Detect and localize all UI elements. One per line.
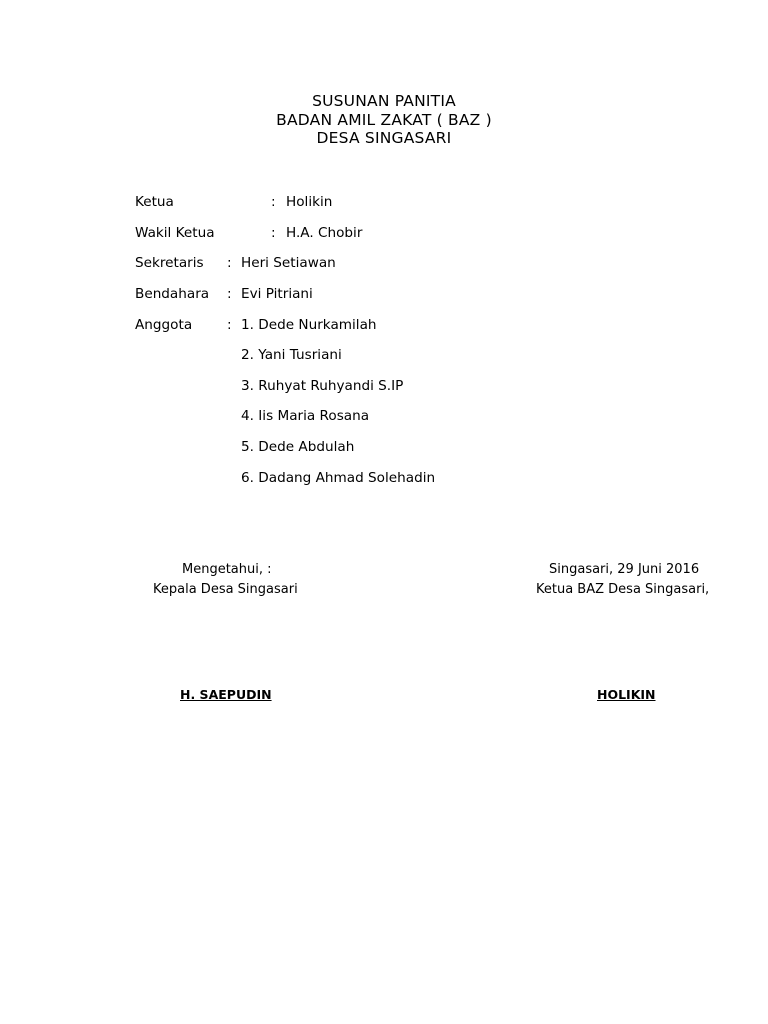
ketua-name: Holikin — [286, 194, 333, 210]
left-sign-acknowledge: Mengetahui, : — [182, 562, 272, 577]
sekretaris-separator: : — [227, 255, 232, 271]
right-sign-position: Ketua BAZ Desa Singasari, — [536, 582, 710, 597]
bendahara-name: Evi Pitriani — [241, 286, 313, 302]
ketua-separator: : — [271, 194, 276, 210]
wakil-ketua-label: Wakil Ketua — [135, 225, 215, 241]
title-line-1: SUSUNAN PANITIA — [312, 92, 456, 110]
right-sign-name: HOLIKIN — [597, 687, 656, 702]
right-sign-date: Singasari, 29 Juni 2016 — [549, 562, 700, 577]
anggota-member: 3. Ruhyat Ruhyandi S.IP — [241, 378, 404, 394]
anggota-member: 6. Dadang Ahmad Solehadin — [241, 470, 436, 486]
anggota-member: 1. Dede Nurkamilah — [241, 317, 377, 333]
ketua-label: Ketua — [135, 194, 174, 210]
sekretaris-name: Heri Setiawan — [241, 255, 336, 271]
anggota-member: 4. Iis Maria Rosana — [241, 408, 370, 424]
left-sign-position: Kepala Desa Singasari — [153, 582, 298, 597]
title-line-2: BADAN AMIL ZAKAT ( BAZ ) — [276, 111, 492, 129]
sekretaris-label: Sekretaris — [135, 255, 204, 271]
wakil-ketua-separator: : — [271, 225, 276, 241]
anggota-label: Anggota — [135, 317, 193, 333]
anggota-member: 5. Dede Abdulah — [241, 439, 355, 455]
anggota-separator: : — [227, 317, 232, 333]
anggota-member: 2. Yani Tusriani — [241, 347, 342, 363]
bendahara-separator: : — [227, 286, 232, 302]
title-line-3: DESA SINGASARI — [316, 129, 452, 147]
bendahara-label: Bendahara — [135, 286, 210, 302]
left-sign-name: H. SAEPUDIN — [180, 687, 272, 702]
wakil-ketua-name: H.A. Chobir — [286, 225, 363, 241]
